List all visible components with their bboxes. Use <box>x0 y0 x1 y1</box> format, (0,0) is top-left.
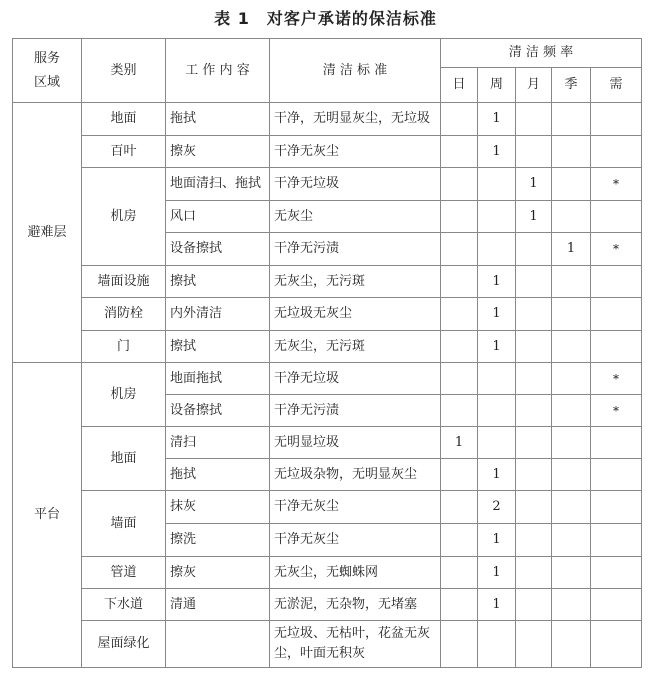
freq-day-cell <box>441 621 478 668</box>
freq-day-cell <box>441 395 478 427</box>
freq-season-cell <box>552 589 591 621</box>
area-cell: 平台 <box>13 363 82 668</box>
standard-cell: 干净无灰尘 <box>270 491 441 524</box>
category-cell: 屋面绿化 <box>82 621 166 668</box>
freq-season-cell: 1 <box>552 233 591 266</box>
standard-cell: 干净无垃圾 <box>270 168 441 201</box>
freq-season-cell <box>552 331 591 363</box>
freq-week-cell <box>478 363 516 395</box>
freq-season-cell <box>552 298 591 331</box>
standard-cell: 无明显垃圾 <box>270 427 441 459</box>
work-cell: 设备擦拭 <box>166 233 270 266</box>
work-cell: 抹灰 <box>166 491 270 524</box>
work-cell: 风口 <box>166 201 270 233</box>
freq-week-cell <box>478 168 516 201</box>
freq-season-cell <box>552 491 591 524</box>
freq-asneeded-cell <box>591 427 642 459</box>
freq-month-cell: 1 <box>516 201 552 233</box>
freq-week-cell: 1 <box>478 524 516 557</box>
freq-month-cell <box>516 233 552 266</box>
freq-asneeded-cell <box>591 621 642 668</box>
freq-month-cell: 1 <box>516 168 552 201</box>
category-cell: 机房 <box>82 168 166 266</box>
work-cell: 擦灰 <box>166 557 270 589</box>
freq-season-cell <box>552 459 591 491</box>
header-freq-day: 日 <box>441 68 478 103</box>
work-cell: 拖拭 <box>166 459 270 491</box>
freq-asneeded-cell <box>591 201 642 233</box>
header-freq-asneeded: 需 <box>591 68 642 103</box>
freq-month-cell <box>516 459 552 491</box>
category-cell: 墙面设施 <box>82 266 166 298</box>
freq-season-cell <box>552 395 591 427</box>
header-freq-week: 周 <box>478 68 516 103</box>
header-freq-month: 月 <box>516 68 552 103</box>
freq-month-cell <box>516 298 552 331</box>
freq-week-cell: 1 <box>478 331 516 363</box>
work-cell: 清扫 <box>166 427 270 459</box>
freq-week-cell: 1 <box>478 557 516 589</box>
freq-season-cell <box>552 266 591 298</box>
freq-asneeded-cell: * <box>591 168 642 201</box>
freq-day-cell <box>441 136 478 168</box>
area-cell: 避难层 <box>13 103 82 363</box>
header-area-text: 服务 区域 <box>33 50 60 90</box>
freq-month-cell <box>516 266 552 298</box>
standard-cell: 无灰尘，无蜘蛛网 <box>270 557 441 589</box>
standard-cell: 无垃圾杂物，无明显灰尘 <box>270 459 441 491</box>
category-cell: 百叶 <box>82 136 166 168</box>
freq-month-cell <box>516 491 552 524</box>
freq-month-cell <box>516 136 552 168</box>
standard-cell: 干净无灰尘 <box>270 136 441 168</box>
freq-season-cell <box>552 201 591 233</box>
freq-season-cell <box>552 363 591 395</box>
work-cell: 擦灰 <box>166 136 270 168</box>
freq-day-cell: 1 <box>441 427 478 459</box>
category-cell: 管道 <box>82 557 166 589</box>
freq-week-cell <box>478 395 516 427</box>
freq-month-cell <box>516 589 552 621</box>
category-cell: 地面 <box>82 103 166 136</box>
freq-asneeded-cell: * <box>591 395 642 427</box>
freq-month-cell <box>516 103 552 136</box>
freq-week-cell <box>478 621 516 668</box>
freq-asneeded-cell <box>591 136 642 168</box>
standard-cell: 无垃圾无灰尘 <box>270 298 441 331</box>
standard-cell: 无淤泥，无杂物，无堵塞 <box>270 589 441 621</box>
cleaning-standards-table <box>12 38 642 668</box>
freq-month-cell <box>516 557 552 589</box>
standard-cell: 干净无污渍 <box>270 233 441 266</box>
header-frequency: 清 洁 频 率 <box>441 39 642 68</box>
freq-day-cell <box>441 201 478 233</box>
freq-day-cell <box>441 233 478 266</box>
work-cell: 擦拭 <box>166 266 270 298</box>
standard-cell: 无垃圾、无枯叶，花盆无灰尘，叶面无积灰 <box>270 621 441 668</box>
freq-season-cell <box>552 621 591 668</box>
freq-day-cell <box>441 491 478 524</box>
work-cell: 清通 <box>166 589 270 621</box>
freq-month-cell <box>516 331 552 363</box>
work-cell: 内外清洁 <box>166 298 270 331</box>
standard-cell: 干净，无明显灰尘，无垃圾 <box>270 103 441 136</box>
standard-cell: 无灰尘，无污斑 <box>270 331 441 363</box>
freq-asneeded-cell: * <box>591 233 642 266</box>
work-cell <box>166 621 270 668</box>
work-cell: 地面拖拭 <box>166 363 270 395</box>
header-work: 工 作 内 容 <box>166 39 270 103</box>
freq-season-cell <box>552 168 591 201</box>
freq-day-cell <box>441 524 478 557</box>
header-standard: 清 洁 标 准 <box>270 39 441 103</box>
freq-asneeded-cell <box>591 524 642 557</box>
freq-week-cell: 1 <box>478 589 516 621</box>
freq-day-cell <box>441 363 478 395</box>
freq-week-cell: 1 <box>478 298 516 331</box>
freq-day-cell <box>441 331 478 363</box>
freq-month-cell <box>516 363 552 395</box>
freq-day-cell <box>441 298 478 331</box>
freq-day-cell <box>441 459 478 491</box>
freq-season-cell <box>552 524 591 557</box>
header-area <box>13 39 82 103</box>
category-cell: 消防栓 <box>82 298 166 331</box>
freq-asneeded-cell: * <box>591 363 642 395</box>
freq-week-cell: 1 <box>478 266 516 298</box>
freq-month-cell <box>516 395 552 427</box>
freq-week-cell: 2 <box>478 491 516 524</box>
freq-week-cell: 1 <box>478 103 516 136</box>
freq-asneeded-cell <box>591 266 642 298</box>
standard-cell: 无灰尘，无污斑 <box>270 266 441 298</box>
freq-season-cell <box>552 427 591 459</box>
work-cell: 设备擦拭 <box>166 395 270 427</box>
freq-asneeded-cell <box>591 298 642 331</box>
work-cell: 擦洗 <box>166 524 270 557</box>
standard-cell: 干净无垃圾 <box>270 363 441 395</box>
header-category: 类别 <box>82 39 166 103</box>
freq-week-cell <box>478 233 516 266</box>
freq-asneeded-cell <box>591 557 642 589</box>
freq-asneeded-cell <box>591 459 642 491</box>
freq-week-cell <box>478 427 516 459</box>
freq-asneeded-cell <box>591 331 642 363</box>
freq-season-cell <box>552 557 591 589</box>
standard-cell: 干净无污渍 <box>270 395 441 427</box>
freq-day-cell <box>441 266 478 298</box>
freq-asneeded-cell <box>591 589 642 621</box>
category-cell: 下水道 <box>82 589 166 621</box>
freq-season-cell <box>552 103 591 136</box>
work-cell: 擦拭 <box>166 331 270 363</box>
freq-day-cell <box>441 168 478 201</box>
freq-week-cell: 1 <box>478 459 516 491</box>
work-cell: 拖拭 <box>166 103 270 136</box>
standard-cell: 干净无灰尘 <box>270 524 441 557</box>
freq-week-cell: 1 <box>478 136 516 168</box>
header-freq-season: 季 <box>552 68 591 103</box>
freq-day-cell <box>441 557 478 589</box>
standard-cell: 无灰尘 <box>270 201 441 233</box>
category-cell: 地面 <box>82 427 166 491</box>
freq-day-cell <box>441 589 478 621</box>
freq-season-cell <box>552 136 591 168</box>
category-cell: 机房 <box>82 363 166 427</box>
freq-month-cell <box>516 524 552 557</box>
freq-month-cell <box>516 427 552 459</box>
freq-day-cell <box>441 103 478 136</box>
freq-month-cell <box>516 621 552 668</box>
category-cell: 门 <box>82 331 166 363</box>
work-cell: 地面清扫、拖拭 <box>166 168 270 201</box>
freq-asneeded-cell <box>591 103 642 136</box>
freq-week-cell <box>478 201 516 233</box>
freq-asneeded-cell <box>591 491 642 524</box>
category-cell: 墙面 <box>82 491 166 557</box>
table-title: 表 1 对客户承诺的保洁标准 <box>214 9 437 28</box>
